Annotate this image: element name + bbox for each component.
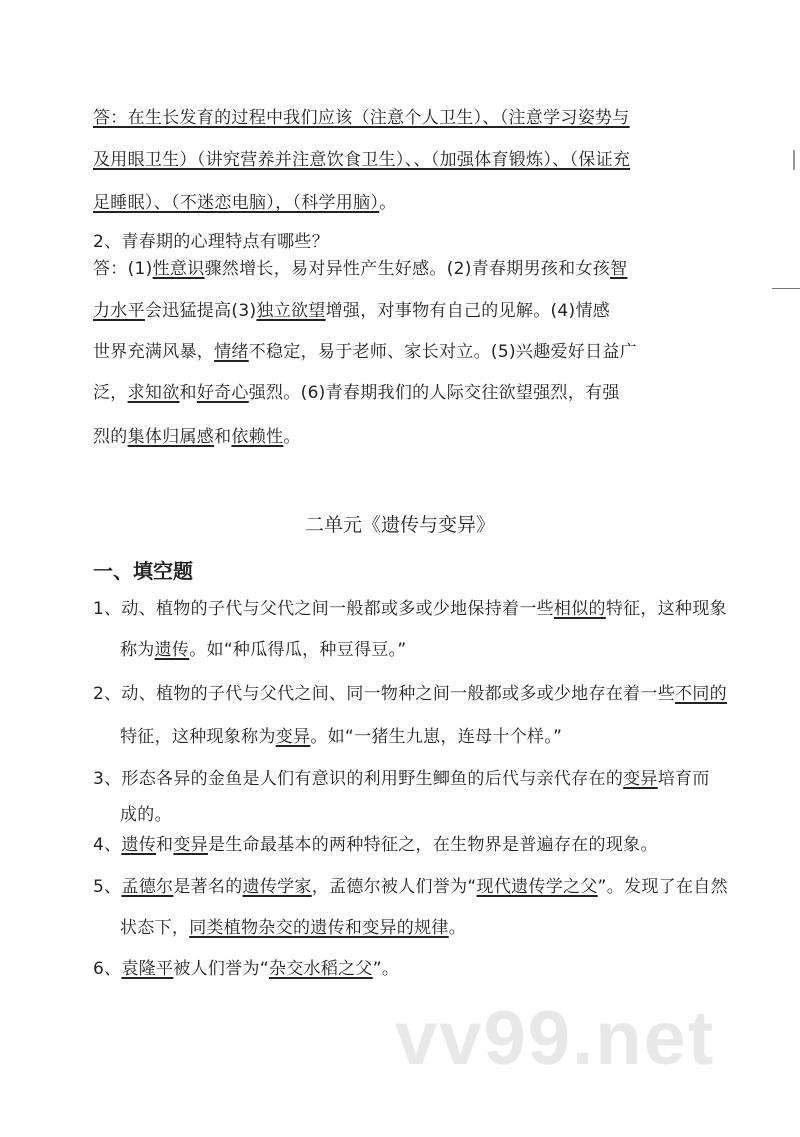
text-segment: 3、形态各异的金鱼是人们有意识的利用野生鲫鱼的后代与亲代存在的 — [93, 769, 624, 789]
underlined-answer: 集体归属感 — [127, 427, 215, 447]
underlined-answer: 独立欲望 — [256, 301, 326, 321]
underlined-answer: 及用眼卫生）（讲究营养并注意饮食卫生）、、（加强体育锻炼）、（保证充 — [93, 150, 631, 170]
text-segment: 是生命最基本的两种特征之，在生物界是普遍存在的现象。 — [207, 835, 658, 855]
text-line — [93, 258, 627, 280]
underlined-answer: 力水平 — [93, 301, 145, 321]
text-segment: 是著名的 — [173, 877, 243, 897]
text-line — [93, 683, 727, 705]
text-line — [93, 834, 658, 856]
text-line — [93, 107, 630, 129]
underlined-answer: 孟德尔 — [121, 877, 174, 897]
text-segment: 和 — [179, 383, 197, 403]
text-line — [93, 231, 329, 253]
underlined-answer: 变异 — [173, 835, 208, 855]
text-segment: 特征，这种现象 — [605, 599, 727, 619]
text-line — [93, 300, 610, 322]
text-line — [93, 768, 710, 790]
page-edge-mark — [793, 150, 795, 170]
text-segment: 和 — [156, 835, 174, 855]
text-line — [120, 639, 407, 661]
text-line — [93, 876, 728, 898]
text-segment: 6、 — [93, 959, 122, 979]
underlined-answer: 遗传 — [154, 640, 190, 660]
text-segment: ”。发现了在自然 — [597, 877, 728, 897]
underlined-answer: 好奇心 — [196, 383, 249, 403]
text-line — [93, 958, 399, 980]
text-segment: 2、动、植物的子代与父代之间、同一物种之间一般都或多或少地存在着一些 — [93, 684, 676, 704]
text-segment: 成的。 — [120, 805, 172, 825]
underlined-answer: 求知欲 — [127, 383, 180, 403]
underlined-answer: 杂交水稻之父 — [268, 959, 373, 979]
underlined-answer: 变异 — [623, 769, 658, 789]
text-segment: 强烈。(6)青春期我们的人际交往欲望强烈，有强 — [248, 383, 620, 403]
text-line — [93, 192, 397, 214]
unit-title: 二单元《遗传与变异》 — [304, 514, 495, 536]
fill-in-heading: 一、填空题 — [93, 559, 193, 583]
text-line — [93, 426, 301, 448]
text-segment: 称为 — [120, 640, 155, 660]
underlined-answer: 不同的 — [675, 684, 727, 704]
text-segment: 培育而 — [657, 769, 710, 789]
text-line — [120, 804, 172, 826]
text-segment: 不稳定，易于老师、家长对立。(5)兴趣爱好日益广 — [248, 342, 637, 362]
watermark: vv99.net — [395, 996, 716, 1081]
underlined-answer: 遗传 — [121, 835, 157, 855]
text-segment: 。如“种瓜得瓜，种豆得豆。” — [189, 640, 407, 660]
underlined-answer: 袁隆平 — [121, 959, 174, 979]
text-segment: 。 — [283, 427, 301, 447]
underlined-answer: 答：在生长发育的过程中我们应该（注意个人卫生）、（注意学习姿势与 — [93, 108, 630, 128]
text-segment: 答：(1) — [93, 259, 153, 279]
underlined-answer: 智 — [610, 259, 628, 279]
underlined-answer: 变异 — [275, 727, 311, 747]
text-segment: 2、青春期的心理特点有哪些？ — [93, 232, 330, 252]
text-segment: 会迅猛提高(3) — [144, 301, 257, 321]
page-edge-line — [772, 288, 800, 289]
text-segment: 和 — [214, 427, 232, 447]
text-line — [93, 341, 637, 363]
underlined-answer: 情绪 — [214, 342, 249, 362]
text-line — [93, 149, 630, 171]
text-line — [93, 382, 620, 404]
text-line — [120, 726, 562, 748]
text-segment: 状态下， — [120, 918, 190, 938]
underlined-answer: 相似的 — [553, 599, 606, 619]
text-segment: 烈的 — [93, 427, 128, 447]
text-segment: 1、动、植物的子代与父代之间一般都或多或少地保持着一些 — [93, 599, 554, 619]
text-segment: 。如“一猪生九崽，连母十个样。” — [310, 727, 563, 747]
text-segment: 4、 — [93, 835, 122, 855]
text-segment: 5、 — [93, 877, 122, 897]
text-segment: 特征，这种现象称为 — [120, 727, 276, 747]
text-segment: ，孟德尔被人们誉为“ — [311, 877, 477, 897]
text-segment: 增强，对事物有自己的见解。(4)情感 — [325, 301, 611, 321]
text-segment: 骤然增长，易对异性产生好感。(2)青春期男孩和女孩 — [204, 259, 611, 279]
underlined-answer: 同类植物杂交的遗传和变异的规律 — [189, 918, 449, 938]
underlined-answer: 遗传学家 — [242, 877, 312, 897]
text-segment: 。 — [448, 918, 467, 938]
text-segment: 被人们誉为“ — [173, 959, 269, 979]
text-line — [120, 917, 466, 939]
text-segment: 泛， — [93, 383, 128, 403]
text-segment: 。 — [379, 193, 397, 213]
underlined-answer: 现代遗传学之父 — [476, 877, 598, 897]
underlined-answer: 足睡眠）、（不迷恋电脑），（科学用脑） — [93, 193, 380, 213]
text-segment: 世界充满风暴， — [93, 342, 215, 362]
underlined-answer: 依赖性 — [231, 427, 284, 447]
text-line — [93, 598, 727, 620]
text-segment: ”。 — [372, 959, 400, 979]
underlined-answer: 性意识 — [152, 259, 205, 279]
